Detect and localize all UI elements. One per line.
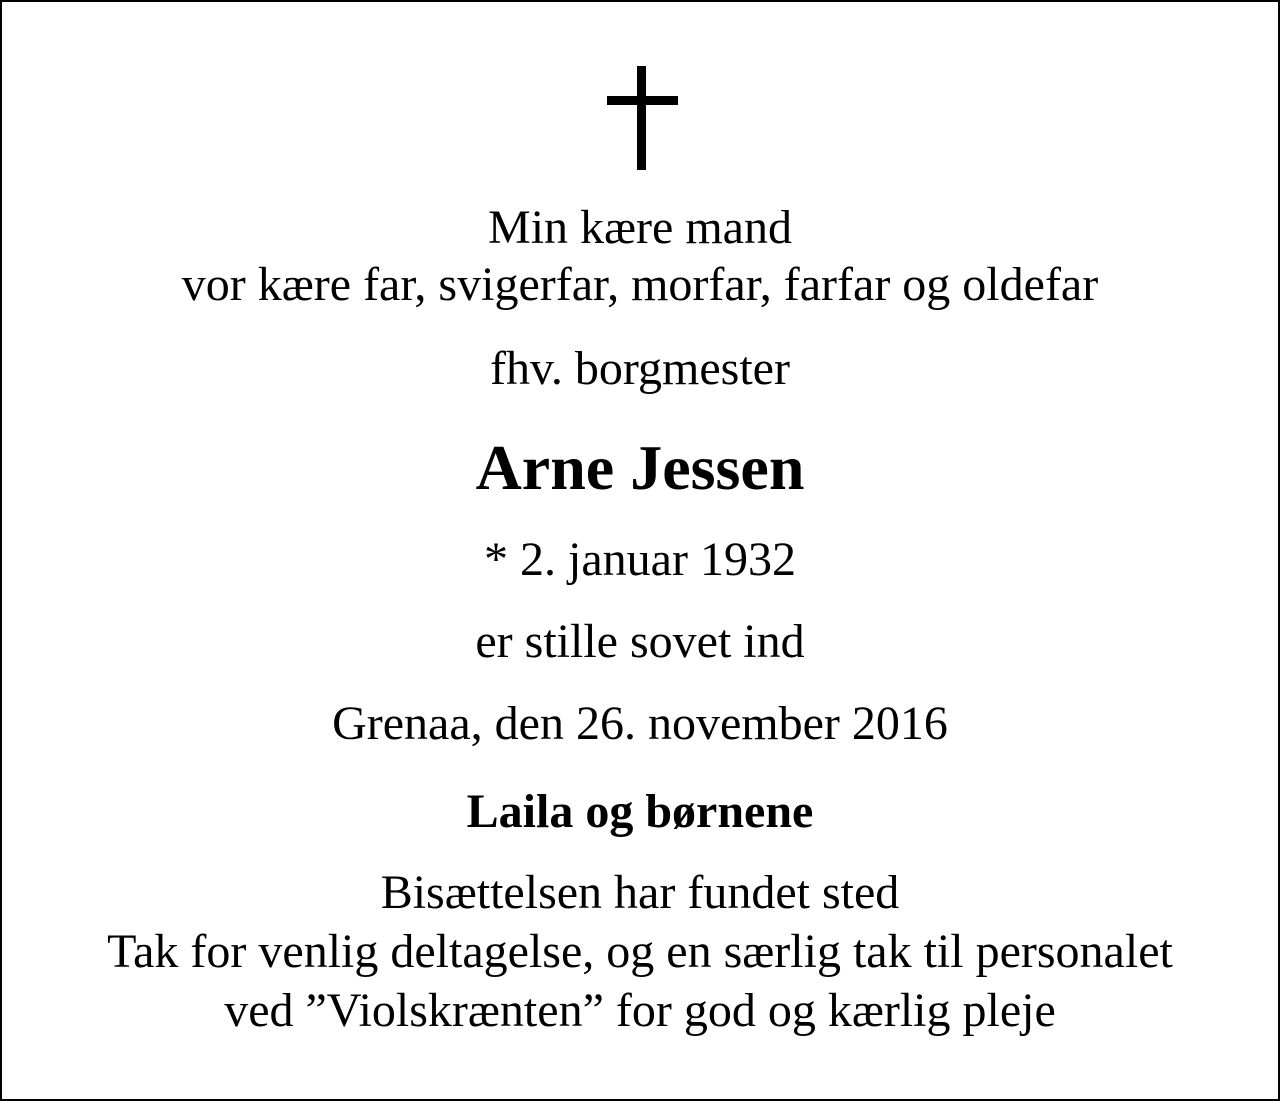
footer-line-1: Bisættelsen har fundet sted <box>380 866 900 919</box>
signed-by: Laila og børnene <box>466 785 814 838</box>
place-and-date: Grenaa, den 26. november 2016 <box>332 697 948 750</box>
deceased-title: fhv. borgmester <box>490 342 790 395</box>
passed-away-text: er stille sovet ind <box>475 615 805 668</box>
cross-container <box>2 2 1278 182</box>
birth-date: * 2. januar 1932 <box>484 533 796 586</box>
intro-line-1: Min kære mand <box>488 201 792 254</box>
footer-line-3: ved ”Violskrænten” for god og kærlig pleje <box>224 984 1056 1037</box>
footer-line-2: Tak for venlig deltagelse, og en særlig tak til personalet <box>107 925 1173 978</box>
deceased-name: Arne Jessen <box>475 432 805 503</box>
latin-cross-icon <box>604 66 680 172</box>
intro-line-2: vor kære far, svigerfar, morfar, farfar og oldefar <box>181 258 1099 311</box>
